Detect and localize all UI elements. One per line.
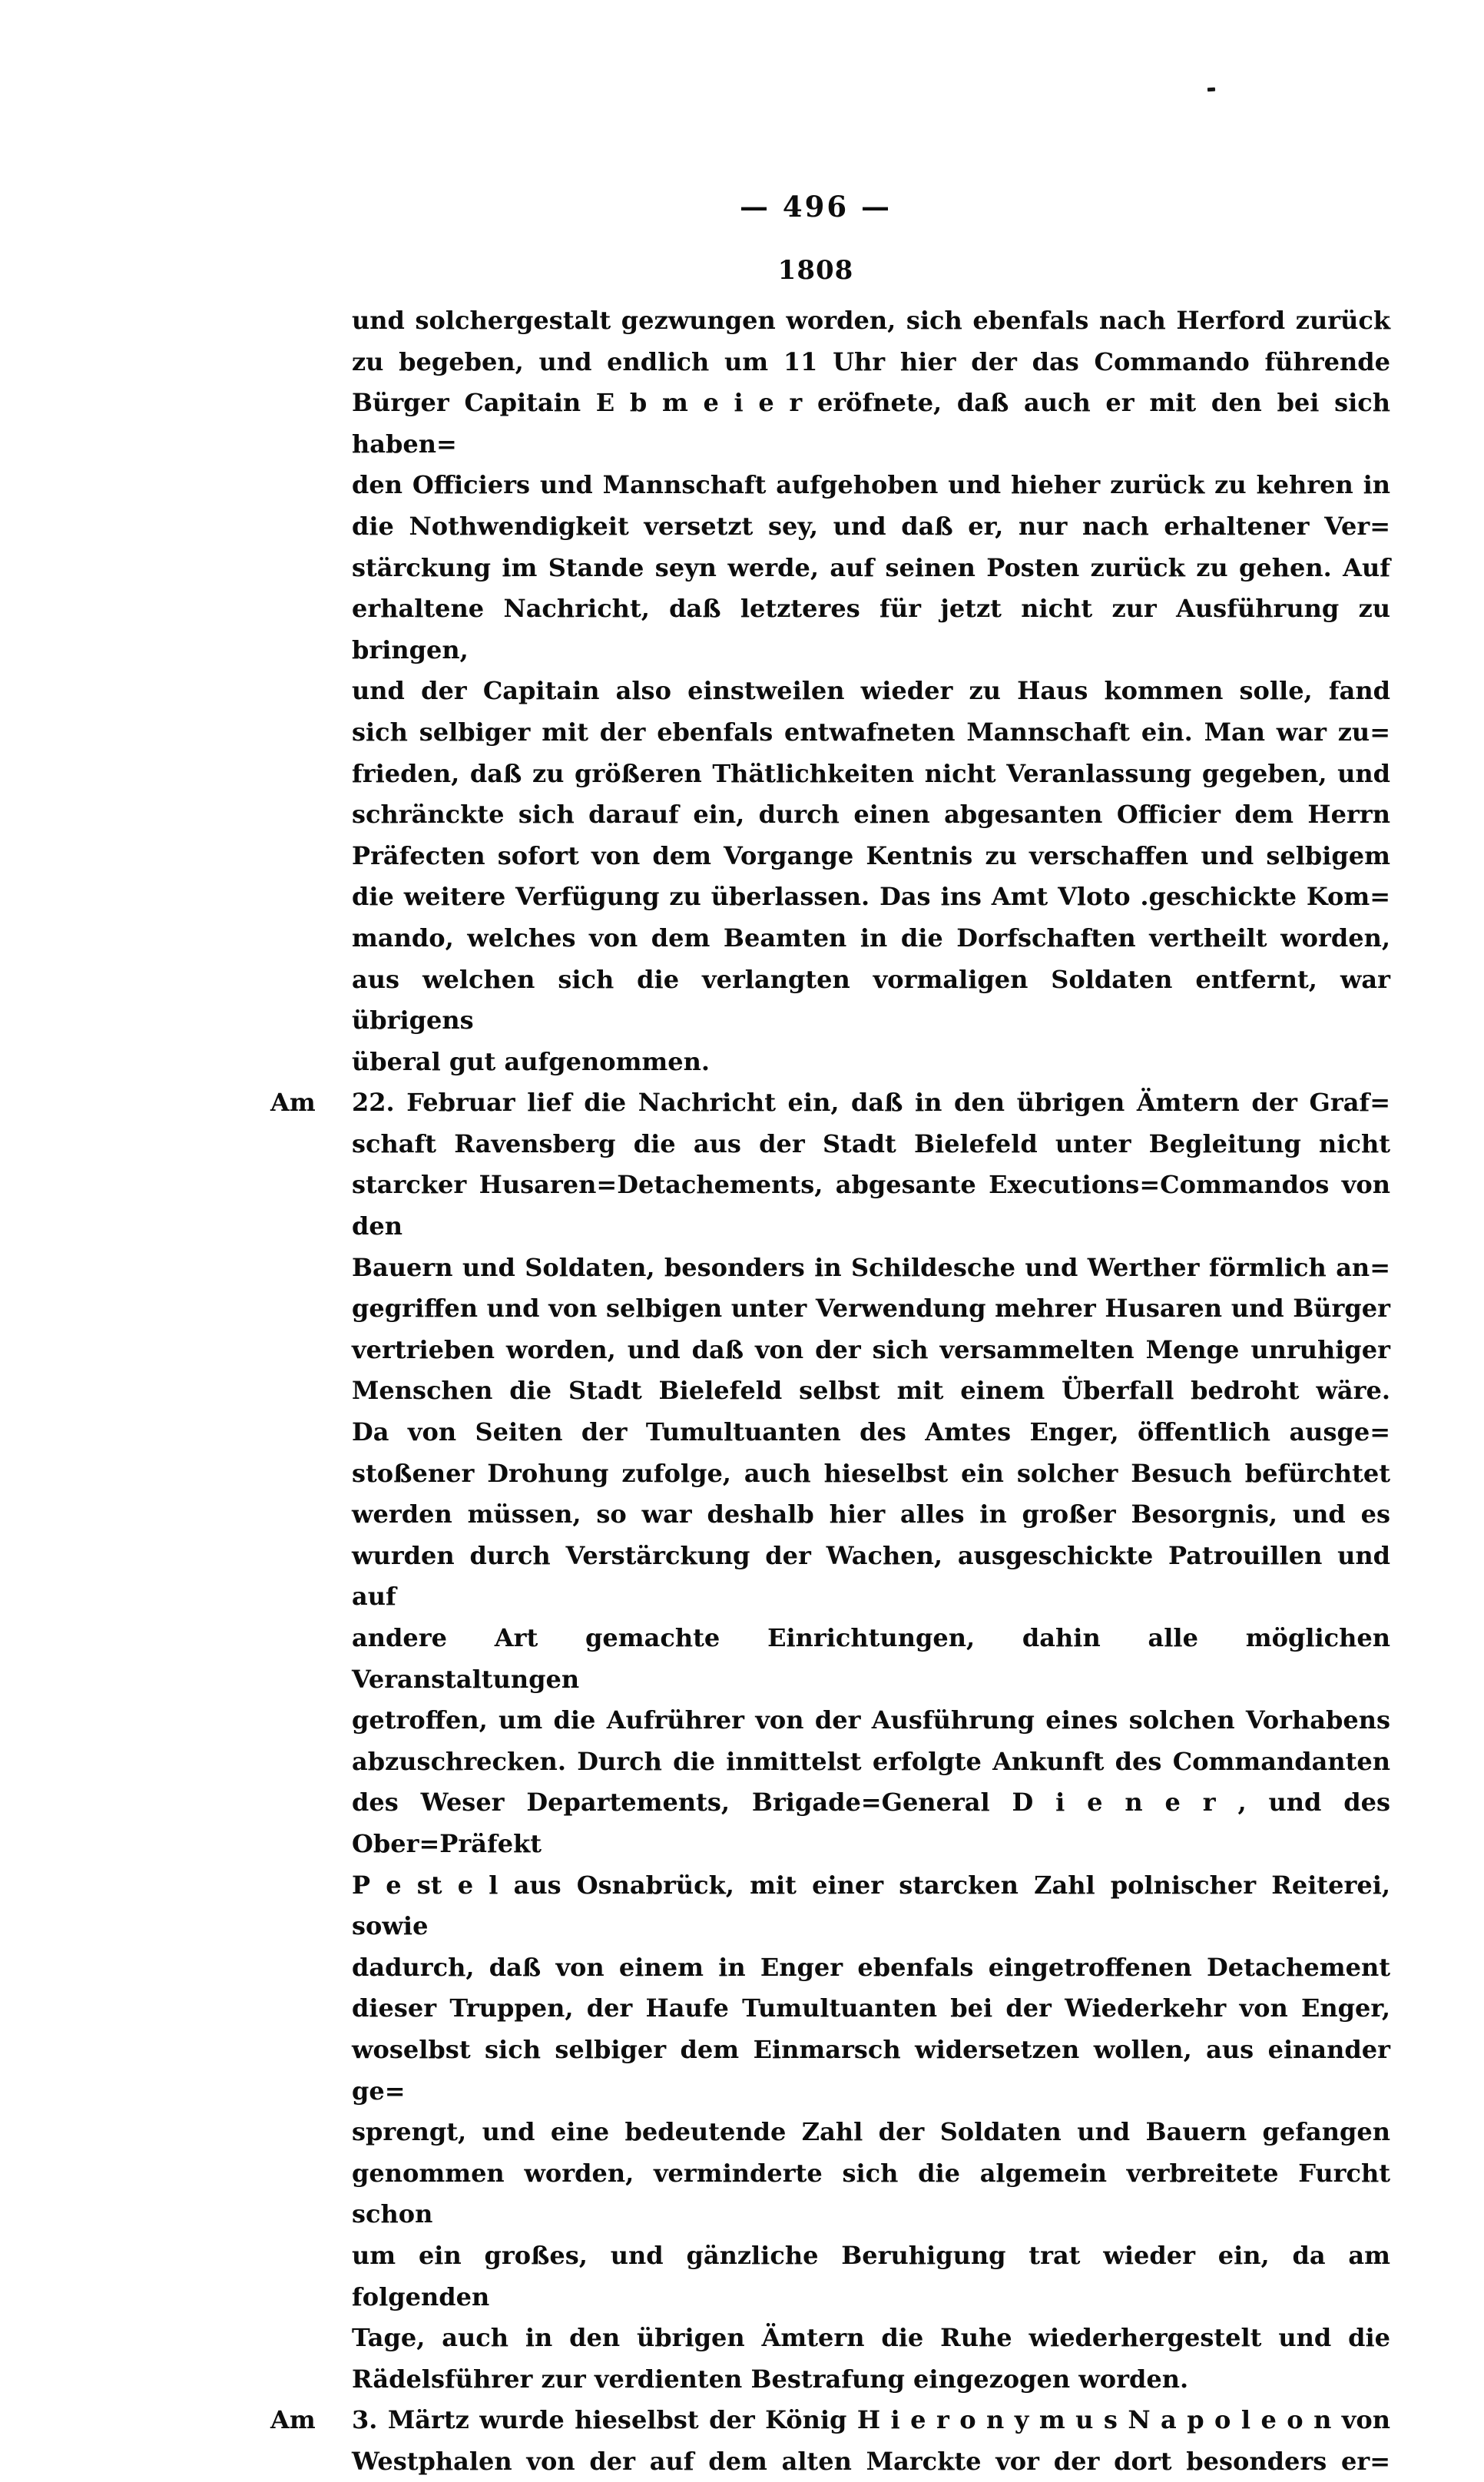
text-line: sprengt, und eine bedeutende Zahl der Soldaten und Bauern gefangen: [352, 2117, 1390, 2147]
page-number-header: — 496 —: [740, 190, 892, 224]
text-line: dadurch, daß von einem in Enger ebenfals eingetroffenen Detachement: [352, 1952, 1390, 1982]
ink-speck: [1207, 88, 1215, 92]
text-line: und der Capitain also einstweilen wieder zu Haus kommen solle, fand: [352, 676, 1390, 706]
text-line: stoßener Drohung zufolge, auch hieselbst ein solcher Besuch befürchtet: [352, 1458, 1390, 1488]
text-line: abzuschrecken. Durch die inmittelst erfolgte Ankunft des Commandanten: [352, 1746, 1390, 1776]
text-line: aus welchen sich die verlangten vormaligen Soldaten entfernt, war übrigens: [352, 964, 1390, 1036]
text-line: andere Art gemachte Einrichtungen, dahin alle möglichen Veranstaltungen: [352, 1623, 1390, 1694]
text-line: Am 3. Märtz wurde hieselbst der König H i e r o n y m u s N a p o l e o n von: [352, 2400, 1390, 2441]
text-line: Am 22. Februar lief die Nachricht ein, daß in den übrigen Ämtern der Graf=: [352, 1082, 1390, 1124]
text-line: P e st e l aus Osnabrück, mit einer starcken Zahl polnischer Reiterei, sowie: [352, 1870, 1390, 1941]
text-line: stärckung im Stande seyn werde, auf seinen Posten zurück zu gehen. Auf: [352, 552, 1390, 582]
text-line: und solchergestalt gezwungen worden, sich ebenfals nach Herford zurück: [352, 306, 1390, 335]
text-line: wurden durch Verstärckung der Wachen, ausgeschickte Patrouillen und auf: [352, 1540, 1390, 1612]
text-line: vertrieben worden, und daß von der sich versammelten Menge unruhiger: [352, 1334, 1390, 1364]
text-line: schränckte sich darauf ein, durch einen abgesanten Officier dem Herrn: [352, 800, 1390, 830]
text-line: frieden, daß zu größeren Thätlichkeiten nicht Veranlassung gegeben, und: [352, 758, 1390, 788]
text-line: gegriffen und von selbigen unter Verwendung mehrer Husaren und Bürger: [352, 1294, 1390, 1324]
text-line: Bauern und Soldaten, besonders in Schildesche und Werther förmlich an=: [352, 1252, 1390, 1282]
text-line: den Officiers und Mannschaft aufgehoben und hieher zurück zu kehren in: [352, 470, 1390, 500]
text-line: zu begeben, und endlich um 11 Uhr hier der das Commando führende: [352, 346, 1390, 376]
text-line: Menschen die Stadt Bielefeld selbst mit einem Überfall bedroht wäre.: [352, 1376, 1390, 1406]
text-line: Rädelsführer zur verdienten Bestrafung eingezogen worden.: [352, 2364, 1189, 2394]
paragraph: [270, 1082, 1390, 2400]
text-line: woselbst sich selbiger dem Einmarsch widersetzen wollen, aus einander ge=: [352, 2034, 1390, 2106]
text-line: um ein großes, und gänzliche Beruhigung trat wieder ein, da am folgenden: [352, 2240, 1390, 2311]
text-line: schaft Ravensberg die aus der Stadt Bielefeld unter Begleitung nicht: [352, 1128, 1390, 1158]
text-line: Westphalen von der auf dem alten Marckte vor der dort besonders er=: [352, 2446, 1390, 2476]
text-line: werden müssen, so war deshalb hier alles in großer Besorgnis, und es: [352, 1499, 1390, 1529]
text-line: des Weser Departements, Brigade=General D i e n e r , und des Ober=Präfekt: [352, 1788, 1390, 1858]
year-heading: 1808: [777, 255, 854, 286]
text-line: dieser Truppen, der Haufe Tumultuanten bei der Wiederkehr von Enger,: [352, 1993, 1390, 2023]
text-line: genommen worden, verminderte sich die algemein verbreitete Furcht schon: [352, 2158, 1390, 2229]
text-line: getroffen, um die Aufrührer von der Ausführung eines solchen Vorhabens: [352, 1705, 1390, 1735]
text-line: überal gut aufgenommen.: [352, 1046, 711, 1076]
entry-date-prefix: Am: [270, 2405, 316, 2435]
text-line: Da von Seiten der Tumultuanten des Amtes Enger, öffentlich ausge=: [352, 1417, 1390, 1447]
text-line: Tage, auch in den übrigen Ämtern die Ruhe wiederhergestelt und die: [352, 2323, 1390, 2353]
text-block: [270, 300, 1390, 2482]
text-line: die weitere Verfügung zu überlassen. Das ins Amt Vloto .geschickte Kom=: [352, 882, 1390, 912]
text-line: die Nothwendigkeit versetzt sey, und daß er, nur nach erhaltener Ver=: [352, 511, 1390, 541]
paragraph: [270, 2400, 1390, 2482]
paragraph: [352, 300, 1390, 1082]
text-line: starcker Husaren=Detachements, abgesante Executions=Commandos von den: [352, 1170, 1390, 1241]
text-line: Bürger Capitain E b m e i e r eröfnete, daß auch er mit den bei sich haben=: [352, 388, 1390, 459]
text-line: erhaltene Nachricht, daß letzteres für jetzt nicht zur Ausführung zu bringen,: [352, 594, 1390, 664]
entry-date-prefix: Am: [270, 1088, 316, 1118]
text-line: mando, welches von dem Beamten in die Dorfschaften vertheilt worden,: [352, 923, 1390, 953]
text-line: Präfecten sofort von dem Vorgange Kentnis zu verschaffen und selbigem: [352, 840, 1390, 870]
text-line: sich selbiger mit der ebenfals entwafneten Mannschaft ein. Man war zu=: [352, 717, 1390, 747]
